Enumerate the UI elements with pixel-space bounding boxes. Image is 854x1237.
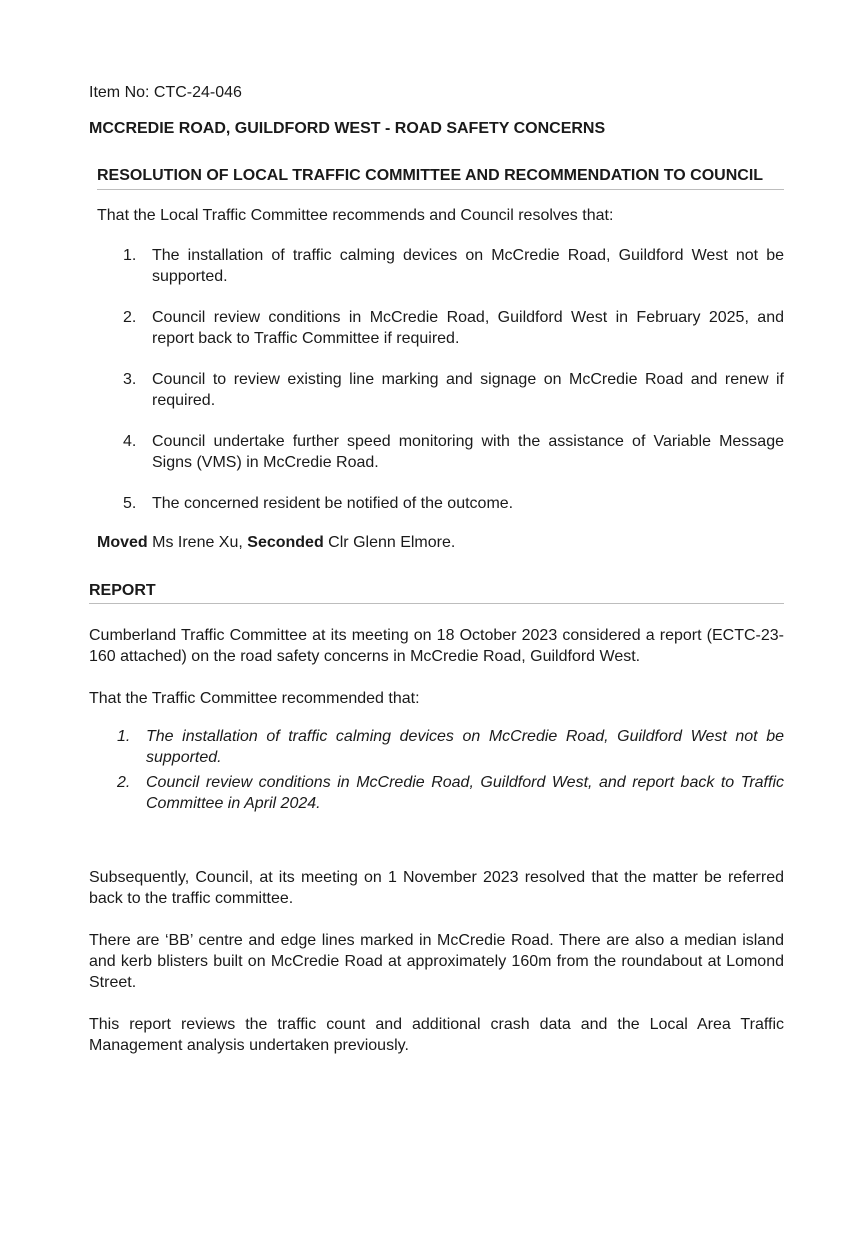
item-text: The installation of traffic calming devices on McCredie Road, Guildford West not be supported. [146,728,784,766]
report-paragraph: That the Traffic Committee recommended that: [89,690,420,707]
item-text: Council to review existing line marking and signage on McCredie Road and renew if required. [152,371,784,409]
resolution-item [89,307,784,349]
resolution-list [89,245,784,514]
item-text: Council undertake further speed monitoring with the assistance of Variable Message Signs (VMS) in McCredie Road. [152,433,784,471]
item-text: Council review conditions in McCredie Road, Guildford West in February 2025, and report back to Traffic Committee if required. [152,309,784,347]
report-paragraph: There are ‘BB’ centre and edge lines marked in McCredie Road. There are also a median island and kerb blisters built on McCredie Road at approximately 160m from the roundabout at Lomond Street. [89,932,784,991]
resolution-item [89,431,784,473]
recommendation-item [89,726,784,768]
seconded-name: Clr Glenn Elmore. [323,534,456,551]
moved-name: Ms Irene Xu, [147,534,248,551]
item-number-label: 3. [123,371,137,388]
report-paragraph: Subsequently, Council, at its meeting on 1 November 2023 resolved that the matter be referred back to the traffic committee. [89,869,784,907]
resolution-item [89,245,784,287]
spacer [89,818,784,846]
item-number: Item No: CTC-24-046 [89,84,242,101]
item-number-label: 2. [123,309,137,326]
report-paragraph: This report reviews the traffic count and additional crash data and the Local Area Traffic Management analysis undertaken previously. [89,1016,784,1054]
resolution-item [89,493,784,514]
moved-seconded-line [97,534,784,552]
item-number-label: 1. [117,728,131,745]
resolution-heading: RESOLUTION OF LOCAL TRAFFIC COMMITTEE AND RECOMMENDATION TO COUNCIL [97,166,784,190]
report-heading: REPORT [89,582,784,604]
resolution-intro: That the Local Traffic Committee recommends and Council resolves that: [97,207,614,224]
item-text: Council review conditions in McCredie Road, Guildford West, and report back to Traffic Committee in April 2024. [146,774,784,812]
recommendation-list [89,726,784,814]
item-number-label: 2. [117,774,131,791]
recommendation-item [89,772,784,814]
item-number-label: 5. [123,495,137,512]
item-text: The concerned resident be notified of the outcome. [152,495,514,512]
seconded-label: Seconded [247,534,324,551]
item-text: The installation of traffic calming devices on McCredie Road, Guildford West not be supported. [152,247,784,285]
resolution-item [89,369,784,411]
report-paragraph: Cumberland Traffic Committee at its meeting on 18 October 2023 considered a report (ECTC-23-160 attached) on the road safety concerns in McCredie Road, Guildford West. [89,627,784,665]
item-number-label: 1. [123,247,137,264]
item-number-label: 4. [123,433,137,450]
moved-label: Moved [97,534,148,551]
document-title: MCCREDIE ROAD, GUILDFORD WEST - ROAD SAFETY CONCERNS [89,120,606,137]
